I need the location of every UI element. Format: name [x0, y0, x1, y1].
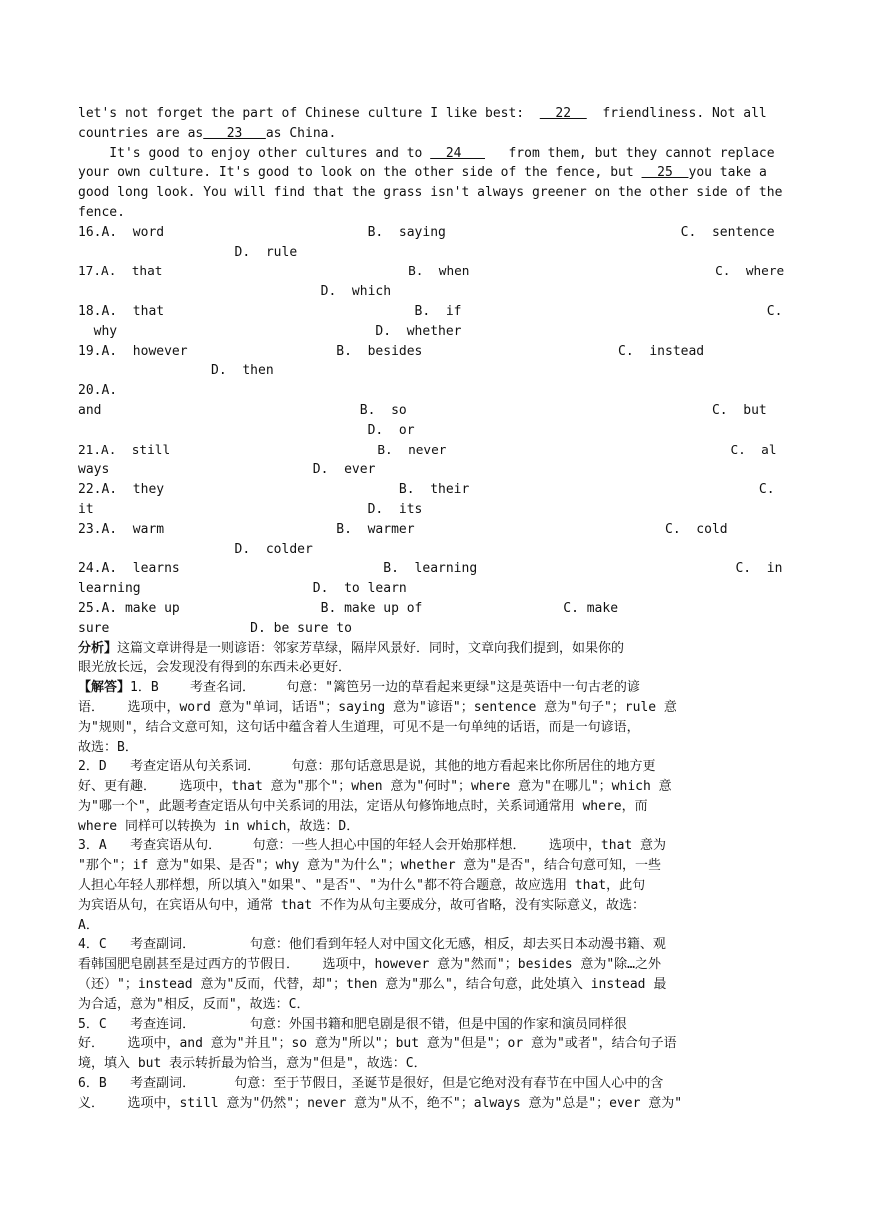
answer-line: 4．C 考查副词． 句意：他们看到年轻人对中国文化无感，相反，却去买日本动漫书籍、观 [78, 937, 666, 953]
passage-text: as China. [265, 125, 337, 141]
blank-24: 24 [430, 145, 485, 161]
option-line: 23.A. warm B. warmer C. cold [78, 521, 728, 537]
answer-line: where 同样可以转换为 in which，故选：D． [78, 818, 360, 834]
option-line: 20.A. [78, 383, 118, 399]
option-line: sure D. be sure to [78, 620, 352, 636]
answer-text: 1．B 考查名词． 句意："篱笆另一边的草看起来更绿"这是英语中一句古老的谚 [130, 680, 640, 696]
answer-line: 看韩国肥皂剧甚至是过西方的节假日． 选项中，however 意为"然而"；besides 意为"除…之外 [78, 957, 662, 973]
blank-25: 25 [641, 165, 689, 181]
answer-label: 【解答】 [78, 680, 131, 696]
analysis-line [78, 639, 786, 659]
passage-text: It's good to enjoy other cultures and to [78, 145, 431, 161]
option-line: ways D. ever [78, 462, 376, 478]
answer-line: 义． 选项中，still 意为"仍然"；never 意为"从不，绝不"；always 意为"总是"；ever 意为" [78, 1095, 683, 1111]
answer-line: 境，填入 but 表示转折最为恰当，意为"但是"，故选：C． [78, 1056, 427, 1072]
option-line: D. then [78, 363, 274, 379]
blank-23: 23 [203, 125, 266, 141]
answer-line [78, 678, 786, 698]
answer-line: 为"哪一个"，此题考查定语从句中关系词的用法，定语从句修饰地点时，关系词通常用 where，而 [78, 798, 648, 814]
passage-text: your own culture. It's good to look on the other side of the fence, but [78, 165, 642, 181]
passage-line [78, 124, 786, 144]
passage-line [78, 104, 786, 124]
passage-line [78, 163, 786, 183]
passage-line [78, 144, 786, 164]
answer-line: 语． 选项中，word 意为"单词，话语"；saying 意为"谚语"；sentence 意为"句子"；rule 意 [78, 699, 677, 715]
option-line: it D. its [78, 501, 423, 517]
option-line: 24.A. learns B. learning C. in [78, 561, 783, 577]
option-line: 17.A. that B. when C. where [78, 264, 785, 280]
answer-line: 2．D 考查定语从句关系词． 句意：那句话意思是说，其他的地方看起来比你所居住的地方更 [78, 759, 656, 775]
answer-line: 为合适，意为"相反，反而"，故选：C． [78, 996, 310, 1012]
answer-line: 好． 选项中，and 意为"并且"；so 意为"所以"；but 意为"但是"；or 意为"或者"，结合句子语 [78, 1036, 677, 1052]
answer-line: 人担心年轻人那样想，所以填入"如果"、"是否"、"为什么"都不符合题意，故应选用 that，此句 [78, 878, 646, 894]
answer-line: 为宾语从句，在宾语从句中，通常 that 不作为从句主要成分，故可省略，没有实际意义，故选： [78, 897, 645, 913]
answer-line: A． [78, 917, 99, 933]
option-line: 16.A. word B. saying C. sentence [78, 224, 775, 240]
answer-line: 为"规则"，结合文意可知，这句话中蕴含着人生道理，可见不是一句单纯的话语，而是一句谚语， [78, 719, 640, 735]
answer-line: 故选：B． [78, 739, 138, 755]
option-line: 18.A. that B. if C. [78, 303, 783, 319]
passage-line: fence. [78, 204, 125, 220]
analysis-label: 分析】 [78, 640, 118, 656]
option-line: 22.A. they B. their C. [78, 482, 775, 498]
option-line: D. colder [78, 541, 313, 557]
answer-line: 好、更有趣． 选项中，that 意为"那个"；when 意为"何时"；where 意为"在哪儿"；which 意 [78, 779, 672, 795]
passage-text: let's not forget the part of Chinese culture I like best: [78, 106, 540, 121]
passage-text: you take a [688, 165, 767, 181]
document-page [78, 104, 786, 1114]
option-line: D. which [78, 284, 392, 300]
option-line: 21.A. still B. never C. al [78, 442, 777, 458]
passage-line: good long look. You will find that the grass isn't always greener on the other side of the [78, 185, 783, 201]
answer-line: 6．B 考查副词． 句意：至于节假日，圣诞节是很好，但是它绝对没有春节在中国人心中的含 [78, 1076, 664, 1092]
answer-line: （还）"；instead 意为"反而，代替，却"；then 意为"那么"，结合句意，此处填入 instead 最 [78, 977, 667, 993]
option-line: and B. so C. but [78, 402, 767, 418]
passage-text: countries are as [78, 125, 204, 141]
passage-text: friendliness. Not all [586, 106, 767, 121]
option-line: D. rule [78, 244, 298, 260]
option-line: 25.A. make up B. make up of C. make [78, 600, 619, 616]
option-line: why D. whether [78, 323, 462, 339]
analysis-line: 眼光放长远，会发现没有得到的东西未必更好． [78, 660, 352, 676]
answer-line: "那个"；if 意为"如果、是否"；why 意为"为什么"；whether 意为"是否"，结合句意可知，一些 [78, 858, 662, 874]
blank-22: 22 [539, 106, 587, 121]
answer-line: 3．A 考查宾语从句． 句意：一些人担心中国的年轻人会开始那样想． 选项中，that 意为 [78, 838, 667, 854]
option-line: learning D. to learn [78, 581, 407, 597]
option-line: 19.A. however B. besides C. instead [78, 343, 705, 359]
option-line: D. or [78, 422, 415, 438]
analysis-text: 这篇文章讲得是一则谚语：邻家芳草绿，隔岸风景好．同时，文章向我们提到，如果你的 [117, 640, 625, 656]
passage-text: from them, but they cannot replace [485, 145, 775, 161]
answer-line: 5．C 考查连词． 句意：外国书籍和肥皂剧是很不错，但是中国的作家和演员同样很 [78, 1016, 627, 1032]
